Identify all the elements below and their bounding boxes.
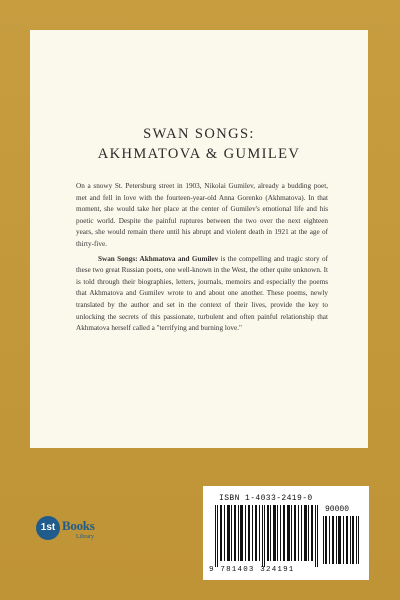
title-line-2: AKHMATOVA & GUMILEV xyxy=(97,146,301,162)
blurb-paragraph-2 xyxy=(76,254,328,335)
logo-word: Books xyxy=(62,518,95,533)
isbn-text: ISBN 1-4033-2419-0 xyxy=(219,494,313,503)
logo-number: 1st xyxy=(40,522,56,533)
ean-number: 9 781403 324191 xyxy=(209,566,295,574)
publisher-logo xyxy=(36,512,98,552)
ean-barcode-icon xyxy=(215,505,319,567)
logo-circle-icon xyxy=(36,516,60,540)
blurb xyxy=(76,181,328,338)
logo-subtitle: Library xyxy=(76,534,94,540)
blurb-paragraph-2-text: is the compelling and tragic story of these two great Russian poets, one well-known in the West, the other quite unknown. It is told through their biographies, letters, journals, memoirs and especially the poems that Akhmatova and Gumilev wrote to and about one another. These poems, newly translated by the author and set in the context of their lives, provide the key to unlocking the secrets of this passionate, turbulent and often painful relationship that Akhmatova herself called a "terrifying and burning love." xyxy=(76,254,328,333)
addon-barcode-icon xyxy=(323,516,359,564)
barcode-box xyxy=(203,486,369,580)
price-addon-number: 90000 xyxy=(325,505,350,514)
blurb-book-title: Swan Songs: Akhmatova and Gumilev xyxy=(98,254,219,263)
blurb-paragraph-1: On a snowy St. Petersburg street in 1903, Nikolai Gumilev, already a budding poet, met and fell in love with the fourteen-year-old Anna Gorenko (Akhmatova). In that moment, she would take her place at the center of Gumilev's emotional life and his poetic world. Despite the painful ruptures between the two over the next eighteen years, she would remain there until his abrupt and violent death in 1921 at the age of thirty-five. xyxy=(76,182,328,248)
title-line-1: SWAN SONGS: xyxy=(143,126,255,142)
text-panel xyxy=(30,30,368,448)
book-title xyxy=(30,124,368,164)
